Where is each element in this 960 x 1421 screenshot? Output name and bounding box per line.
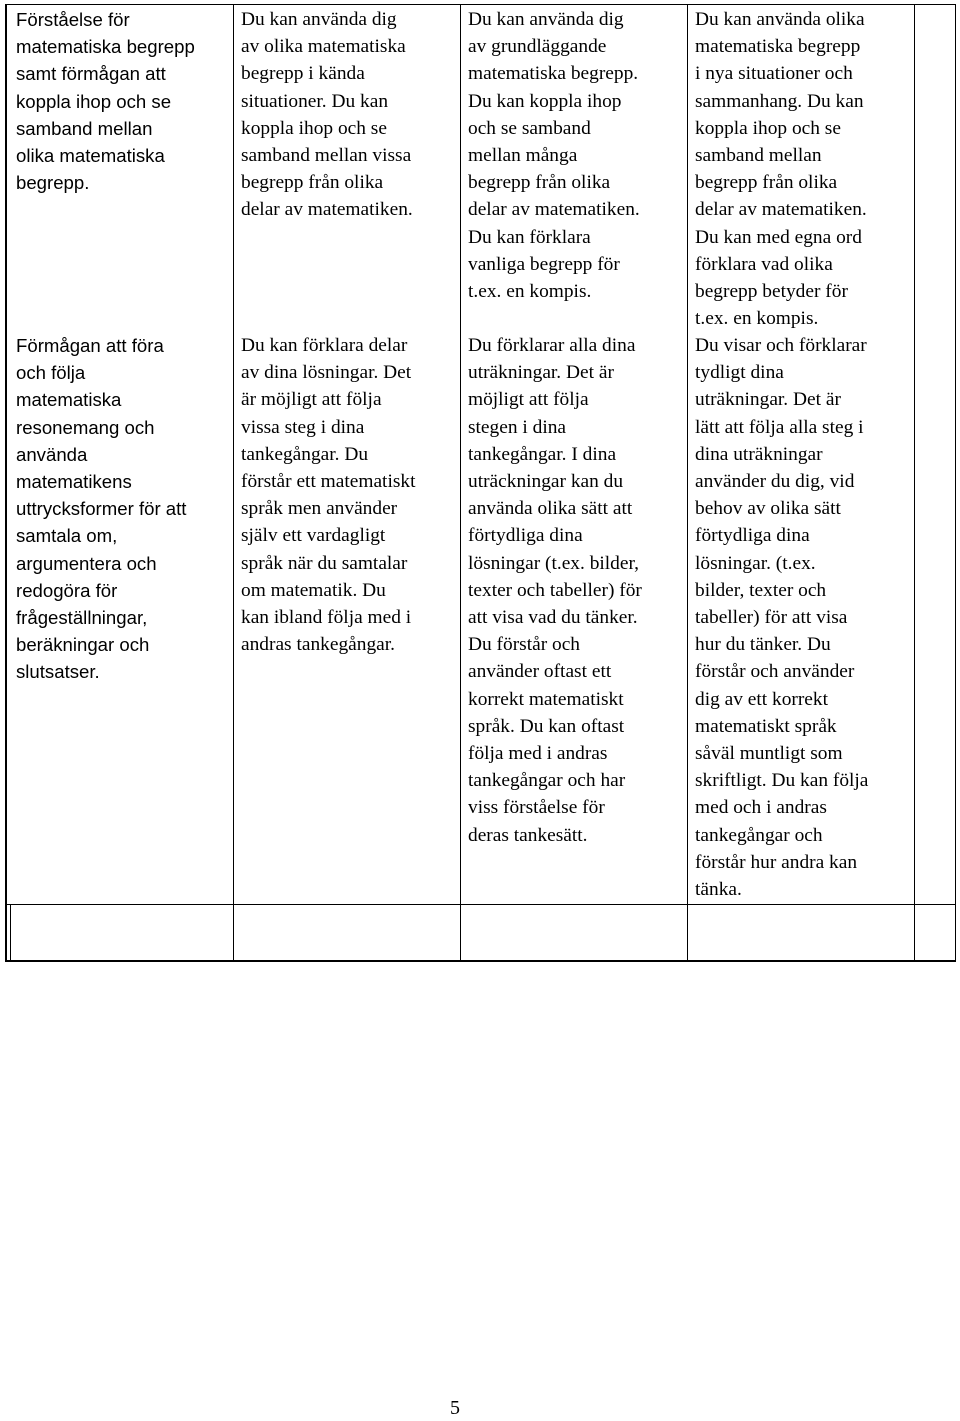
page-number: 5: [450, 1397, 460, 1419]
column-divider-3: [687, 4, 688, 962]
column-divider-1: [233, 4, 234, 962]
level-c-reasoning: Du förklarar alla dina uträkningar. Det är möjligt att följa stegen i dina tankegångar. I dina uträckningar kan du använda olika sätt att förtydliga dina lösningar (t.ex. bilder, texter och tabeller) för att visa vad du tänker. Du förstår och använder oftast ett korrekt matematiskt språk. Du kan oftast följa med i andras tankegångar och har viss förståelse för deras tankesätt.: [468, 335, 642, 846]
column-divider-2: [460, 4, 461, 962]
row-edge-line: [10, 904, 11, 962]
level-a-reasoning: Du visar och förklarar tydligt dina uträkningar. Det är lätt att följa alla steg i dina uträkningar använder du dig, vid behov av olika sätt förtydliga dina lösningar. (t.ex. bilder, texter och tabeller) för att visa hur du tänker. Du förstår och använder dig av ett korrekt matematiskt språk såväl muntligt som skriftligt. Du kan följa med och i andras tankegångar och förstår hur andra kan tänka.: [695, 335, 869, 901]
blank-row-divider: [5, 904, 956, 905]
level-e-reasoning: Du kan förklara delar av dina lösningar. Det är möjligt att följa vissa steg i dina tankegångar. Du förstår ett matematiskt språk men använder själv ett vardagligt språk när du samtalar om matematik. Du kan ibland följa med i andras tankegångar.: [241, 335, 416, 656]
level-c-concepts: Du kan använda dig av grundläggande matematiska begrepp. Du kan koppla ihop och se samband mellan många begrepp från olika delar av matematiken. Du kan förklara vanliga begrepp för t.ex. en kompis.: [468, 9, 640, 303]
column-divider-4: [914, 4, 915, 962]
level-e-concepts: Du kan använda dig av olika matematiska begrepp i kända situationer. Du kan koppla ihop och se samband mellan vissa begrepp från olika delar av matematiken.: [241, 9, 413, 221]
criterion-concepts: Förståelse för matematiska begrepp samt förmågan att koppla ihop och se samband mellan olika matematiska begrepp.: [16, 9, 195, 194]
level-a-concepts: Du kan använda olika matematiska begrepp i nya situationer och sammanhang. Du kan koppla ihop och se samband mellan begrepp från olika delar av matematiken. Du kan med egna ord förklara vad olika begrepp betyder för t.ex. en kompis.: [695, 9, 867, 330]
criterion-reasoning: Förmågan att föra och följa matematiska resonemang och använda matematikens uttrycksformer för att samtala om, argumentera och redogöra för frågeställningar, beräkningar och slutsatser.: [16, 335, 187, 683]
